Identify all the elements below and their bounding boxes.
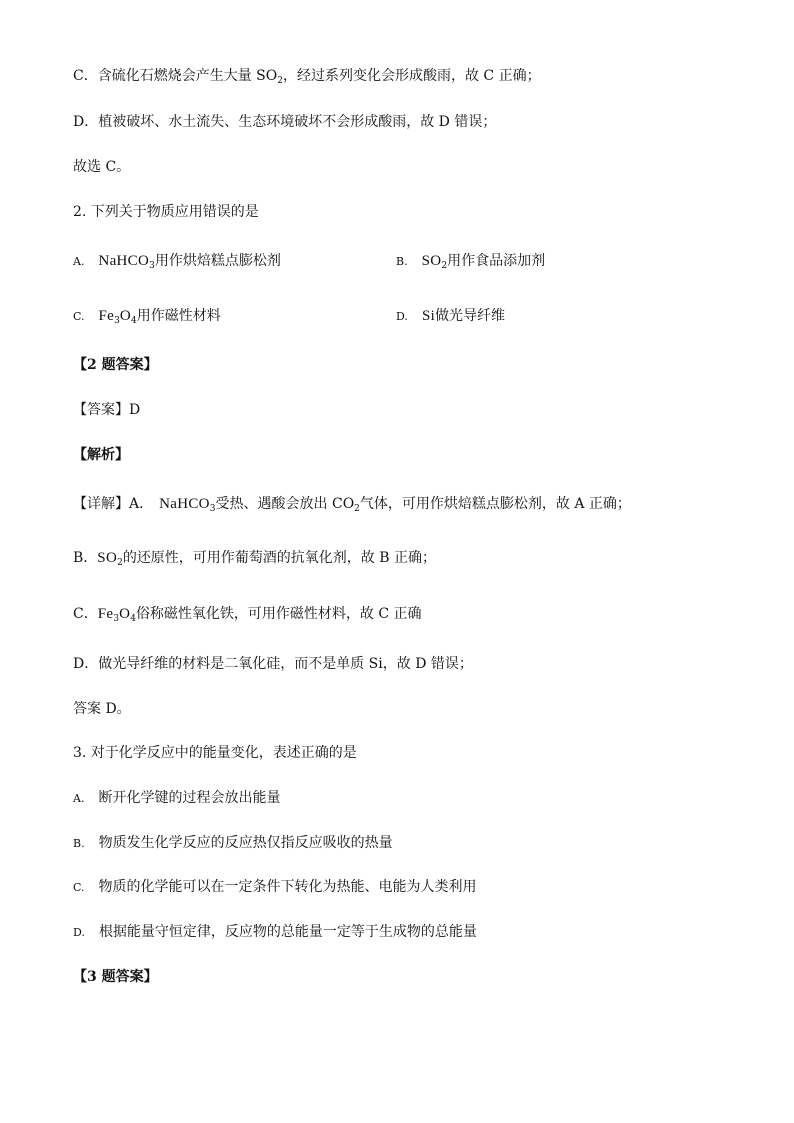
q2-option-d-text: 做光导纤维: [435, 308, 506, 324]
q2-option-a-letter: A.: [73, 255, 85, 268]
q2-answer: 【答案】D: [73, 402, 141, 418]
q2-analysis-header: 【解析】: [73, 447, 129, 463]
q2-detail-a-text1: 受热、遇酸会放出 CO: [215, 496, 355, 512]
q2-detail-a-sub: 3: [209, 504, 216, 514]
q2-detail-a-formula: NaHCO: [159, 496, 210, 512]
q2-option-c-formula2: O: [119, 308, 132, 324]
q1-c-rest: ，经过系列变化会形成酸雨，故 C 正确；: [282, 68, 541, 84]
q1-c-text: C．含硫化石燃烧会产生大量 SO: [73, 68, 278, 84]
q2-stem: 2. 下列关于物质应用错误的是: [73, 204, 259, 220]
q2-detail-b-prefix: B．: [73, 550, 98, 566]
q2-detail-b-formula: SO: [97, 550, 118, 566]
q2-detail-a: [73, 494, 631, 514]
q2-option-b-text: 用作食品添加剂: [447, 253, 546, 269]
q2-detail-c-formula1: Fe: [97, 606, 114, 622]
q3-stem: 3. 对于化学反应中的能量变化，表述正确的是: [73, 745, 357, 761]
q2-detail-a-text2: 气体，可用作烘焙糕点膨松剂，故 A 正确；: [359, 496, 631, 512]
q2-detail-b: [73, 548, 436, 568]
q2-option-c-sub2: 4: [131, 316, 137, 326]
q1-conclusion: 故选 C。: [73, 159, 131, 175]
q3-option-d-text: 根据能量守恒定律，反应物的总能量一定等于生成物的总能量: [98, 924, 477, 940]
q2-detail-a-prefix: 【详解】A．: [73, 496, 154, 512]
q2-detail-c-formula2: O: [119, 606, 131, 622]
q2-detail-c-sub1: 3: [113, 614, 120, 624]
q2-detail-c: [73, 604, 422, 624]
q2-conclusion: 答案 D。: [73, 701, 131, 717]
q2-option-b: [396, 251, 545, 272]
q3-option-d: [73, 922, 477, 943]
q2-detail-b-text: 的还原性，可用作葡萄酒的抗氧化剂，故 B 正确；: [122, 550, 436, 566]
q3-option-a-text: 断开化学键的过程会放出能量: [98, 790, 281, 806]
q3-answer-header: 【3 题答案】: [73, 969, 158, 985]
q2-option-b-formula: SO: [421, 253, 442, 269]
q2-option-d-letter: D.: [396, 310, 408, 323]
q2-option-a: [73, 251, 281, 272]
q3-option-a-letter: A.: [73, 792, 85, 805]
q3-option-d-letter: D.: [73, 926, 85, 939]
q2-answer-header: 【2 题答案】: [73, 357, 158, 373]
q2-option-c: [73, 306, 221, 327]
q3-option-b-letter: B.: [73, 837, 85, 850]
q2-option-d-formula: Si: [421, 308, 436, 324]
q2-detail-c-text: 俗称磁性氧化铁，可用作磁性材料，故 C 正确: [135, 606, 422, 622]
q2-option-a-formula: NaHCO: [98, 253, 150, 269]
q2-detail-a-sub2: 2: [354, 504, 360, 514]
q2-option-b-letter: B.: [396, 255, 408, 268]
q3-option-a: [73, 788, 280, 809]
q3-option-b-text: 物质发生化学反应的反应热仅指反应吸收的热量: [98, 835, 393, 851]
q2-option-c-text: 用作磁性材料: [136, 308, 221, 324]
q2-option-d: [396, 306, 505, 327]
q3-option-c: [73, 877, 477, 898]
q1-c-sub: 2: [277, 76, 283, 86]
q2-option-a-text: 用作烘焙糕点膨松剂: [154, 253, 281, 269]
q2-detail-c-prefix: C．: [73, 606, 98, 622]
q2-option-a-sub: 3: [149, 261, 155, 271]
q2-option-c-formula1: Fe: [98, 308, 115, 324]
q2-option-c-letter: C.: [73, 310, 85, 323]
q2-option-b-sub: 2: [441, 261, 448, 271]
q3-option-c-letter: C.: [73, 881, 85, 894]
q3-option-b: [73, 833, 393, 854]
q2-detail-d: D．做光导纤维的材料是二氧化硅，而不是单质 Si，故 D 错误；: [73, 656, 473, 672]
q2-detail-c-sub2: 4: [130, 614, 136, 624]
q3-option-c-text: 物质的化学能可以在一定条件下转化为热能、电能为人类利用: [98, 879, 477, 895]
q1-option-d-explanation: D．植被破坏、水土流失、生态环境破坏不会形成酸雨，故 D 错误；: [73, 114, 497, 130]
q2-option-c-sub1: 3: [114, 316, 120, 326]
q1-option-c-explanation: [73, 66, 541, 86]
q2-detail-b-sub: 2: [117, 558, 123, 568]
